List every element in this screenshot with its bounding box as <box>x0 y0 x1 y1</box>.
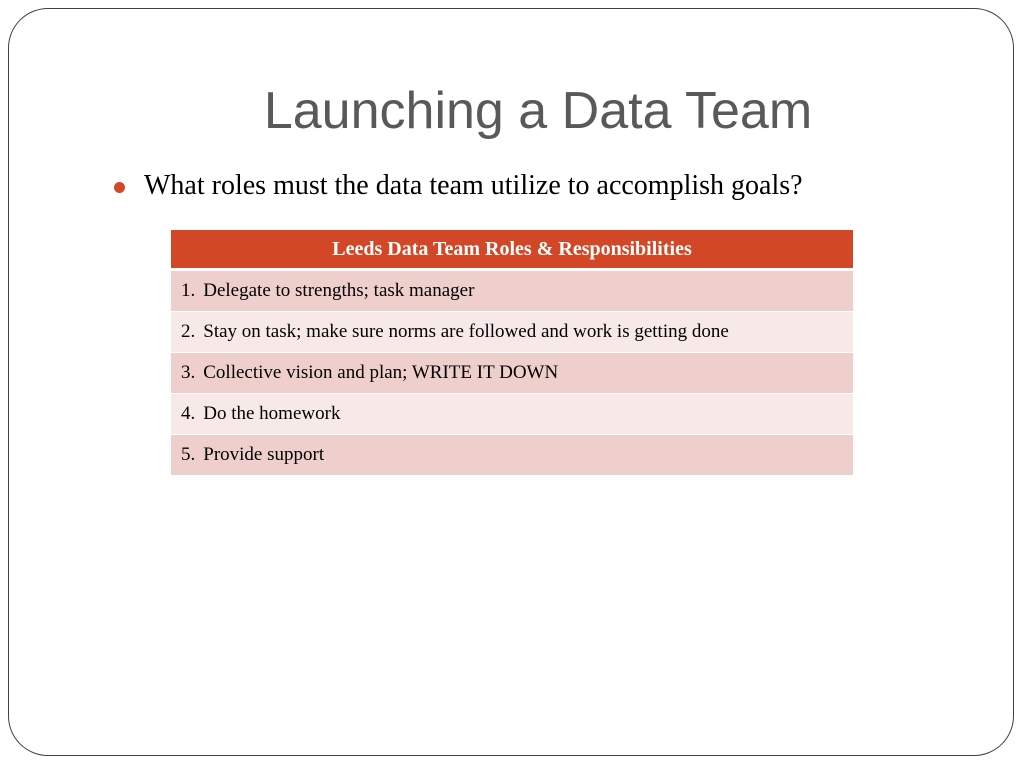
item-text: Collective vision and plan; WRITE IT DOWN <box>203 362 559 383</box>
table-row <box>171 353 853 394</box>
table-row <box>171 312 853 353</box>
table-header: Leeds Data Team Roles & Responsibilities <box>171 230 853 271</box>
bullet-item <box>114 170 803 202</box>
table-header-row <box>171 230 853 271</box>
bullet-text: What roles must the data team utilize to accomplish goals? <box>144 170 803 201</box>
item-text: Stay on task; make sure norms are followed and work is getting done <box>203 321 729 342</box>
table-row <box>171 394 853 435</box>
table-cell <box>171 394 853 435</box>
item-text: Provide support <box>203 444 325 465</box>
item-number: 3. <box>181 362 196 383</box>
roles-table <box>171 230 853 476</box>
item-number: 5. <box>181 444 196 465</box>
table-cell <box>171 353 853 394</box>
item-text: Delegate to strengths; task manager <box>203 280 475 301</box>
table-cell <box>171 435 853 476</box>
table-cell <box>171 312 853 353</box>
table-row <box>171 271 853 312</box>
bullet-dot-icon <box>114 182 125 193</box>
table-row <box>171 435 853 476</box>
item-number: 2. <box>181 321 196 342</box>
item-number: 4. <box>181 403 196 424</box>
item-text: Do the homework <box>203 403 341 424</box>
slide-title: Launching a Data Team <box>263 82 813 140</box>
table-cell <box>171 271 853 312</box>
item-number: 1. <box>181 280 196 301</box>
